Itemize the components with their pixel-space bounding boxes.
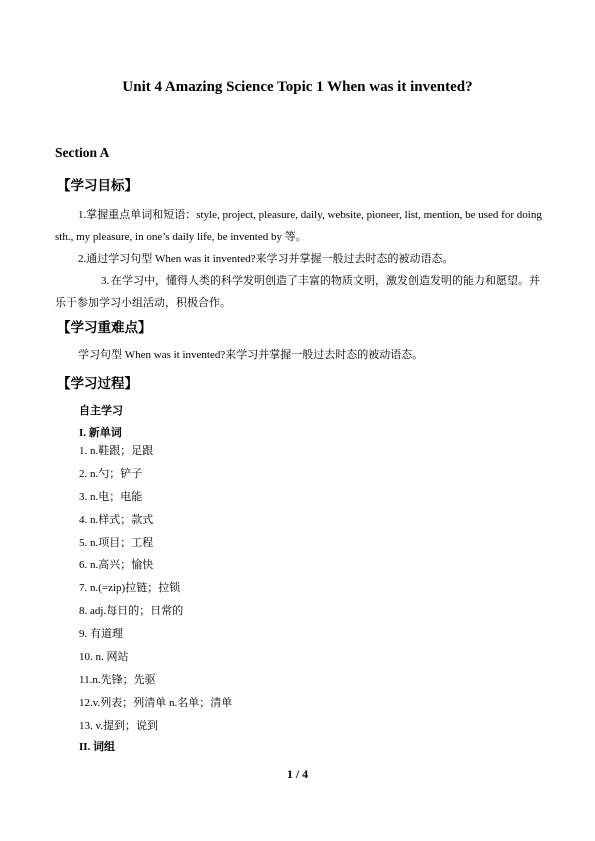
goal-item-3-number: 3. xyxy=(101,275,110,287)
key-points-heading: 【学习重难点】 xyxy=(57,320,152,335)
list-item: 10. n. 网站 xyxy=(79,651,129,664)
phrases-heading: II. 词组 xyxy=(79,741,116,753)
list-item: 8. adj.每日的；日常的 xyxy=(79,605,184,618)
self-study-label: 自主学习 xyxy=(79,405,123,417)
goals-heading: 【学习目标】 xyxy=(57,178,138,193)
goal-item-1: 1.掌握重点单词和短语：style, project, pleasure, daily, website, pioneer, list, mention, be used for doing sth., my pleasure, in one’s daily life, be invented by 等。 xyxy=(55,209,542,243)
list-item: 6. n.高兴；愉快 xyxy=(79,559,154,572)
list-item: 9. 有道理 xyxy=(79,628,123,641)
key-points-text: 学习句型 When was it invented?来学习并掌握一般过去时态的被动语态。 xyxy=(78,349,424,361)
list-item: 2. n.勺；铲子 xyxy=(79,467,143,480)
process-heading: 【学习过程】 xyxy=(57,376,138,391)
list-item: 1. n.鞋跟；足跟 xyxy=(79,445,154,457)
goal-item-3 xyxy=(55,270,545,314)
list-item: 4. n.样式；款式 xyxy=(79,513,154,526)
vocab-list xyxy=(79,440,232,738)
new-words-heading: I. 新单词 xyxy=(79,427,122,439)
goal-item-3-text: 在学习中，懂得人类的科学发明创造了丰富的物质文明，激发创造发明的能力和愿望。并乐于参加学习小组活动，积极合作。 xyxy=(55,275,540,309)
list-item: 3. n.电；电能 xyxy=(79,490,143,503)
page-number: 1 / 4 xyxy=(286,767,309,781)
section-heading: Section A xyxy=(55,145,110,160)
list-item: 11.n.先锋；先驱 xyxy=(79,673,156,686)
list-item: 7. n.(=zip)拉链；拉锁 xyxy=(79,582,181,595)
document-title: Unit 4 Amazing Science Topic 1 When was it invented? xyxy=(122,79,473,95)
goal-item-2: 2.通过学习句型 When was it invented?来学习并掌握一般过去时态的被动语态。 xyxy=(78,253,454,265)
list-item: 5. n.项目；工程 xyxy=(79,536,154,549)
list-item: 13. v.提到；说到 xyxy=(79,719,159,732)
list-item: 12.v.列表；列清单 n.名单；清单 xyxy=(79,696,233,709)
